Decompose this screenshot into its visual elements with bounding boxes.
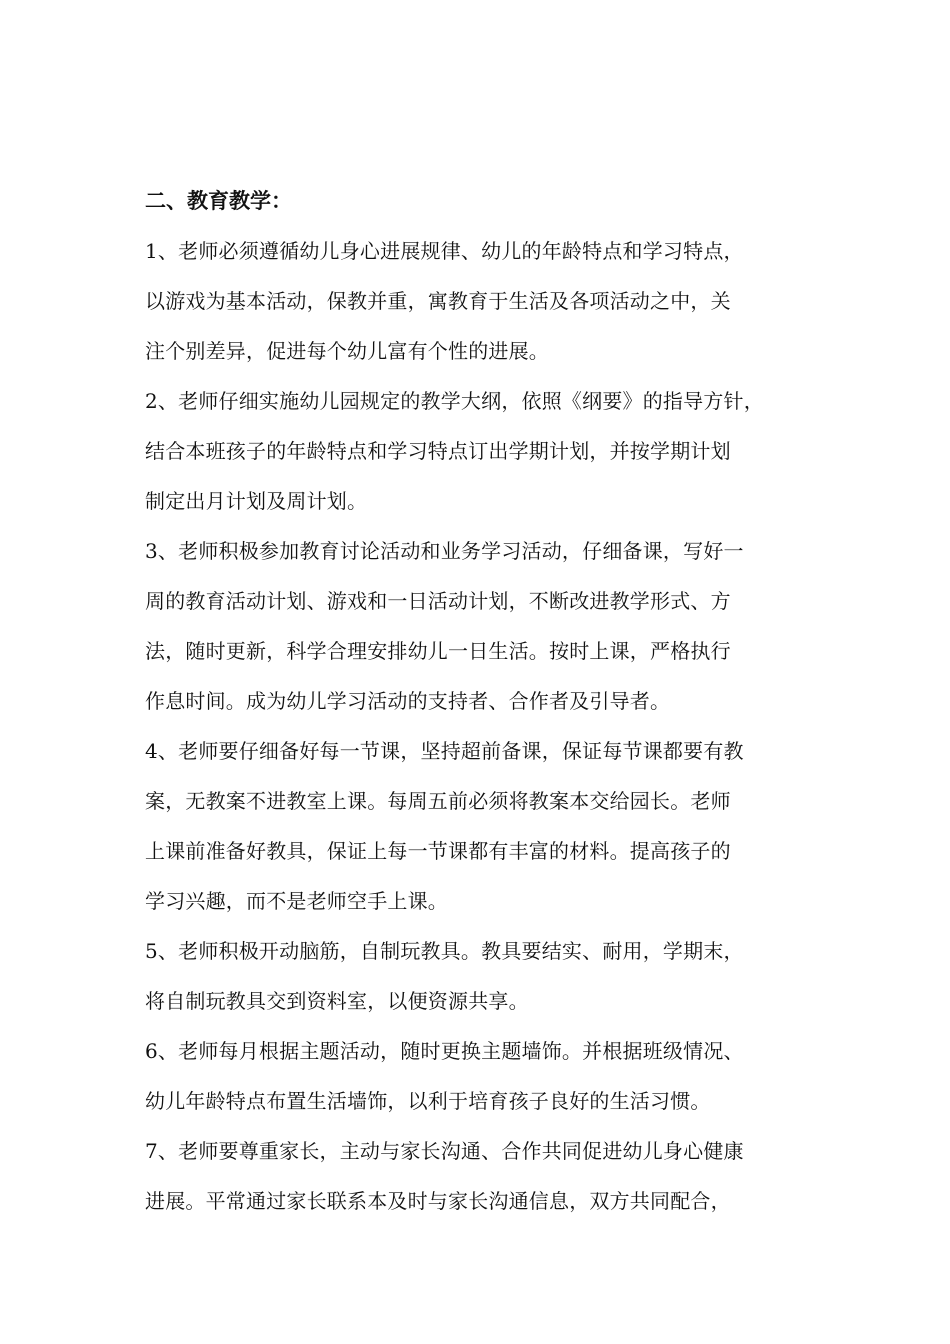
text-line: 7、老师要尊重家长，主动与家长沟通、合作共同促进幼儿身心健康 [145, 1139, 744, 1163]
text-line: 注个别差异，促进每个幼儿富有个性的进展。 [145, 339, 549, 363]
text-line: 6、老师每月根据主题活动，随时更换主题墙饰。并根据班级情况、 [145, 1039, 744, 1063]
section-heading: 二、教育教学： [145, 189, 292, 213]
text-line: 案，无教案不进教室上课。每周五前必须将教案本交给园长。老师 [145, 789, 731, 813]
text-line: 进展。平常通过家长联系本及时与家长沟通信息，双方共同配合， [145, 1189, 731, 1213]
text-line: 学习兴趣，而不是老师空手上课。 [145, 889, 448, 913]
text-line: 上课前准备好教具，保证上每一节课都有丰富的材料。提高孩子的 [145, 839, 731, 863]
text-line: 幼儿年龄特点布置生活墙饰，以利于培育孩子良好的生活习惯。 [145, 1089, 711, 1113]
text-line: 1、老师必须遵循幼儿身心进展规律、幼儿的年龄特点和学习特点， [145, 239, 744, 263]
text-line: 3、老师积极参加教育讨论活动和业务学习活动，仔细备课，写好一 [145, 539, 744, 563]
text-line: 以游戏为基本活动，保教并重，寓教育于生活及各项活动之中，关 [145, 289, 731, 313]
text-line: 制定出月计划及周计划。 [145, 489, 368, 513]
document-body [145, 176, 835, 1226]
text-line: 作息时间。成为幼儿学习活动的支持者、合作者及引导者。 [145, 689, 671, 713]
text-line: 结合本班孩子的年龄特点和学习特点订出学期计划，并按学期计划 [145, 439, 731, 463]
text-line: 将自制玩教具交到资料室，以便资源共享。 [145, 989, 529, 1013]
text-line: 4、老师要仔细备好每一节课，坚持超前备课，保证每节课都要有教 [145, 739, 744, 763]
text-line: 法，随时更新，科学合理安排幼儿一日生活。按时上课，严格执行 [145, 639, 731, 663]
text-line: 2、老师仔细实施幼儿园规定的教学大纲，依照《纲要》的指导方针， [145, 389, 764, 413]
text-line: 5、老师积极开动脑筋，自制玩教具。教具要结实、耐用，学期末， [145, 939, 744, 963]
text-line: 周的教育活动计划、游戏和一日活动计划，不断改进教学形式、方 [145, 589, 731, 613]
